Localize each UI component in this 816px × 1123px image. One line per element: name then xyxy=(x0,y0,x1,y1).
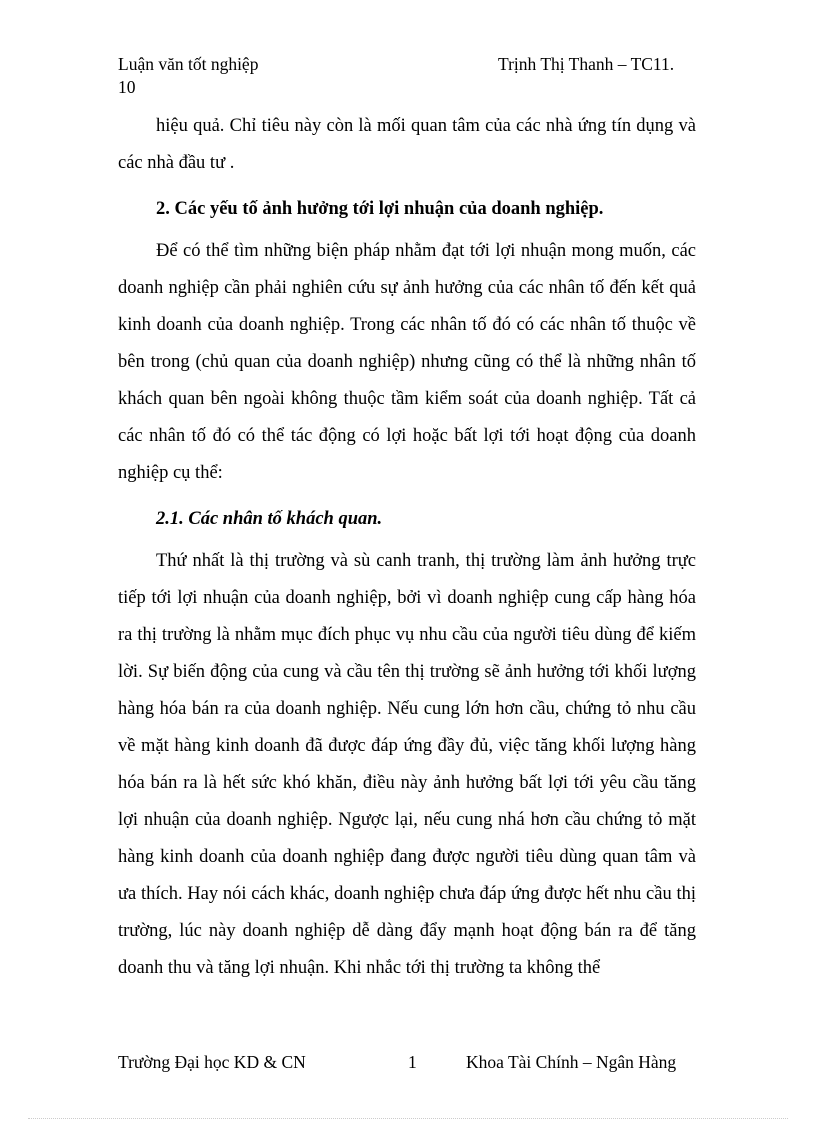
section-heading-2: 2. Các yếu tố ảnh hưởng tới lợi nhuận của doanh nghiệp. xyxy=(156,199,604,219)
document-body xyxy=(118,108,696,987)
subsection-heading-2-1: 2.1. Các nhân tố khách quan. xyxy=(156,509,383,529)
paragraph-2: Để có thể tìm những biện pháp nhằm đạt tới lợi nhuận mong muốn, các doanh nghiệp cần phải nghiên cứu sự ảnh hưởng của các nhân tố đến kết quả kinh doanh của doanh nghiệp. Trong các nhân tố đó có các nhân tố thuộc về bên trong (chủ quan của doanh nghiệp) nhưng cũng có thể là những nhân tố khách quan bên ngoài không thuộc tầm kiểm soát của doanh nghiệp. Tất cả các nhân tố đó có thể tác động có lợi hoặc bất lợi tới hoạt động của doanh nghiệp cụ thể: xyxy=(118,241,696,483)
header-number: 10 xyxy=(118,77,136,97)
footer-page-number: 1 xyxy=(408,1052,417,1072)
header-author: Trịnh Thị Thanh – TC11. xyxy=(498,54,675,74)
paragraph-1: hiệu quả. Chỉ tiêu này còn là mối quan tâm của các nhà ứng tín dụng và các nhà đầu tư . xyxy=(118,116,696,173)
header-title: Luận văn tốt nghiệp xyxy=(118,54,259,74)
paragraph-3: Thứ nhất là thị trường và sù canh tranh, thị trường làm ảnh hưởng trực tiếp tới lợi nhuận của doanh nghiệp, bởi vì doanh nghiệp cung cấp hàng hóa ra thị trường là nhằm mục đích phục vụ nhu cầu của người tiêu dùng để kiếm lời. Sự biến động của cung và cầu tên thị trường sẽ ảnh hưởng tới khối lượng hàng hóa bán ra của doanh nghiệp. Nếu cung lớn hơn cầu, chứng tỏ nhu cầu về mặt hàng kinh doanh đã được đáp ứng đầy đủ, việc tăng khối lượng hàng hóa bán ra là hết sức khó khăn, điều này ảnh hưởng bất lợi tới yêu cầu tăng lợi nhuận của doanh nghiệp. Ngược lại, nếu cung nhá hơn cầu chứng tỏ mặt hàng kinh doanh của doanh nghiệp đang được người tiêu dùng quan tâm và ưa thích. Hay nói cách khác, doanh nghiệp chưa đáp ứng được hết nhu cầu thị trường, lúc này doanh nghiệp dễ dàng đẩy mạnh hoạt động bán ra để tăng doanh thu và tăng lợi nhuận. Khi nhắc tới thị trường ta không thể xyxy=(118,551,696,978)
footer-school: Trường Đại học KD & CN xyxy=(118,1052,306,1072)
page-edge-divider xyxy=(28,1118,788,1119)
footer-department: Khoa Tài Chính – Ngân Hàng xyxy=(466,1052,677,1072)
